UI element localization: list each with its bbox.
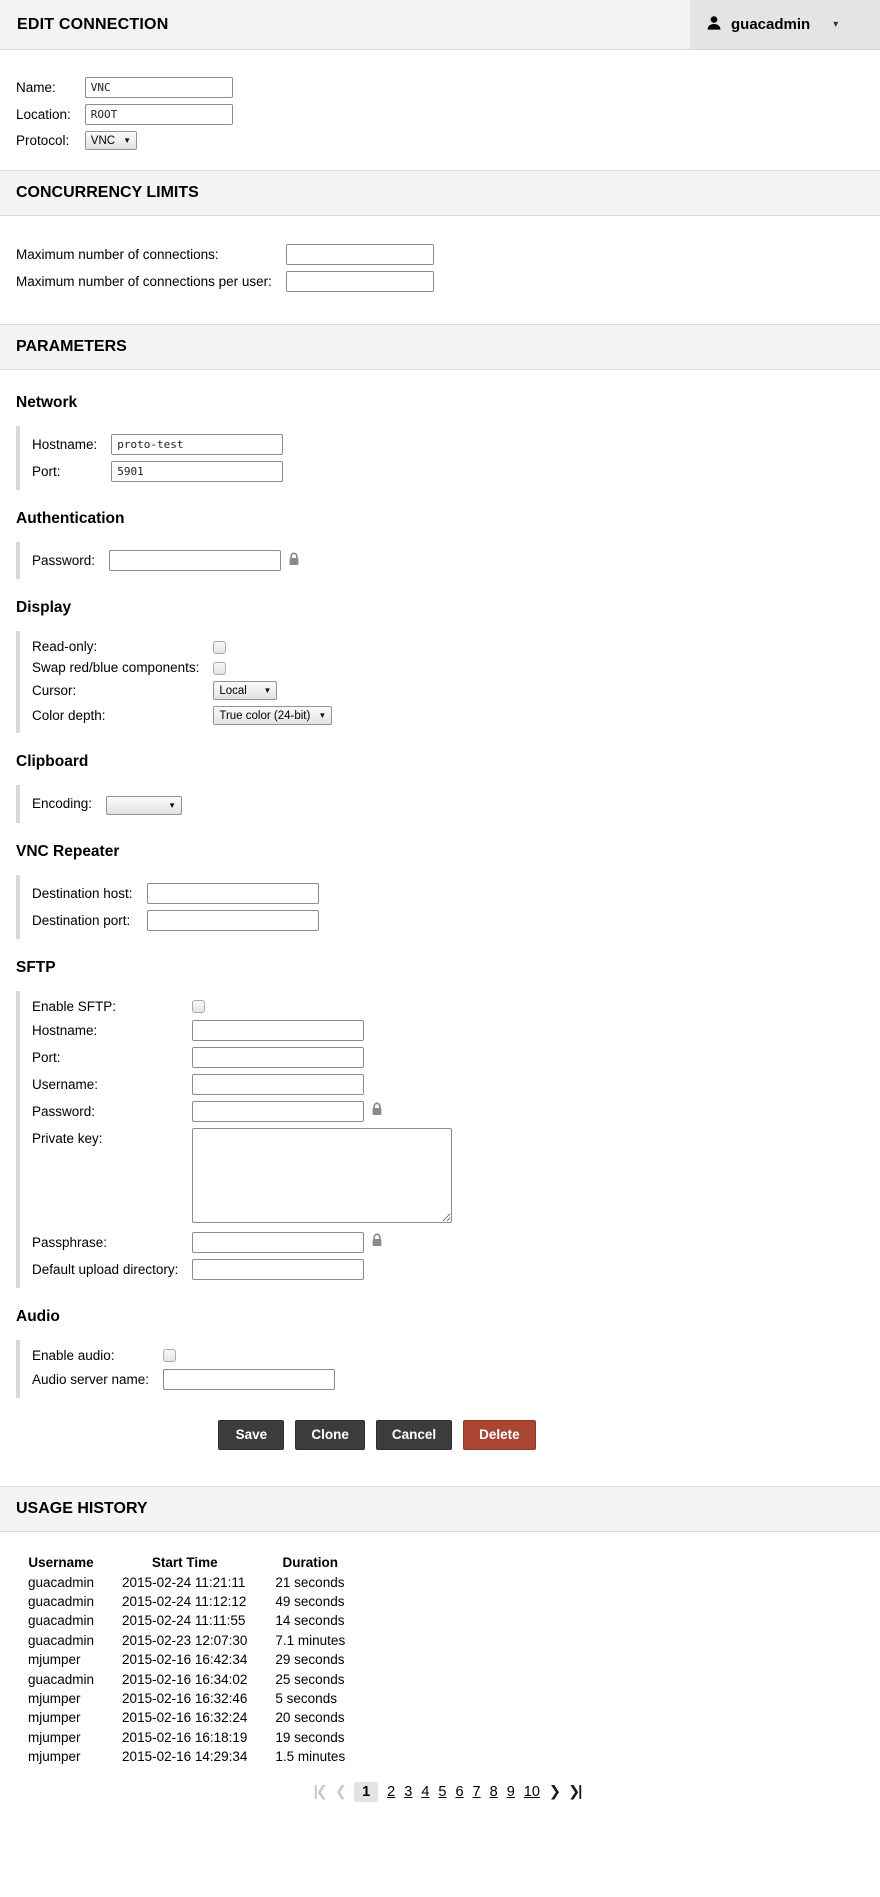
app-header: [0, 0, 880, 50]
dest-port-label: Destination port:: [32, 912, 131, 928]
usage-history-table: [14, 1552, 359, 1767]
connection-attributes: [0, 50, 880, 170]
max-connections-input[interactable]: [286, 244, 434, 265]
name-label: Name:: [16, 80, 56, 95]
field-upload-directory: [32, 1259, 452, 1280]
max-per-user-label: Maximum number of connections per user:: [16, 274, 272, 289]
page-title: EDIT CONNECTION: [17, 15, 169, 33]
sftp-username-label: Username:: [32, 1076, 99, 1092]
table-row: [14, 1747, 359, 1766]
clipboard-fieldgroup: [16, 785, 864, 823]
first-page-icon[interactable]: |❮: [313, 1784, 326, 1801]
color-depth-select-value: True color (24-bit): [219, 709, 311, 722]
table-row: [14, 1728, 359, 1747]
concurrency-section: [0, 216, 880, 324]
vnc-hostname-label: Hostname:: [32, 437, 98, 452]
clone-button[interactable]: Clone: [295, 1420, 365, 1450]
field-private-key: [32, 1128, 452, 1226]
lock-icon: [371, 1104, 383, 1119]
sftp-heading: SFTP: [16, 958, 56, 976]
field-max-connections-per-user: [16, 271, 434, 292]
page-button[interactable]: 6: [455, 1784, 464, 1801]
vnc-repeater-fieldgroup: [16, 875, 864, 939]
authentication-heading: Authentication: [16, 510, 125, 527]
enable-audio-checkbox[interactable]: [163, 1349, 176, 1362]
history-header-row: [14, 1552, 359, 1573]
vnc-port-label: Port:: [32, 464, 61, 479]
history-duration: 49 seconds: [275, 1594, 345, 1610]
table-row: [14, 1631, 359, 1650]
page-button[interactable]: 4: [421, 1784, 430, 1801]
protocol-select[interactable]: [85, 131, 137, 150]
field-enable-audio: [32, 1348, 335, 1363]
upload-directory-input[interactable]: [192, 1259, 364, 1280]
field-cursor: [32, 681, 332, 700]
max-connections-per-user-input[interactable]: [286, 271, 434, 292]
pagination: [14, 1782, 880, 1802]
previous-page-icon[interactable]: ❮: [334, 1784, 346, 1801]
audio-server-label: Audio server name:: [32, 1371, 150, 1387]
history-start-time: 2015-02-16 16:18:19: [122, 1729, 248, 1745]
field-vnc-hostname: [32, 434, 283, 455]
authentication-fieldgroup: [16, 542, 864, 579]
clipboard-heading: Clipboard: [16, 753, 89, 770]
column-start-time: Start Time: [151, 1554, 218, 1570]
network-fieldgroup: [16, 426, 864, 490]
dest-port-input[interactable]: [147, 910, 319, 931]
history-duration: 19 seconds: [275, 1729, 345, 1745]
history-start-time: 2015-02-24 11:11:55: [122, 1613, 246, 1629]
history-start-time: 2015-02-24 11:21:11: [122, 1574, 246, 1590]
dest-host-input[interactable]: [147, 883, 319, 904]
parameters-section: [0, 370, 880, 1486]
history-username: guacadmin: [28, 1594, 95, 1610]
history-start-time: 2015-02-23 12:07:30: [122, 1632, 248, 1648]
encoding-label: Encoding:: [32, 796, 93, 812]
location-label: Location:: [16, 107, 71, 122]
upload-directory-label: Default upload directory:: [32, 1261, 179, 1277]
table-row: [14, 1650, 359, 1669]
swap-red-blue-label: Swap red/blue components:: [32, 660, 200, 675]
column-duration: Duration: [282, 1554, 339, 1570]
protocol-select-value: VNC: [90, 134, 116, 147]
private-key-label: Private key:: [32, 1130, 103, 1146]
cursor-select-value: Local: [219, 684, 247, 697]
page-button[interactable]: 3: [404, 1784, 413, 1801]
delete-button[interactable]: Delete: [463, 1420, 536, 1450]
chevron-down-icon: ▼: [318, 711, 327, 720]
action-buttons: [16, 1420, 738, 1450]
save-button[interactable]: Save: [218, 1420, 284, 1450]
vnc-port-input[interactable]: [111, 461, 283, 482]
sftp-hostname-label: Hostname:: [32, 1022, 98, 1038]
table-row: [14, 1689, 359, 1708]
history-start-time: 2015-02-16 16:34:02: [122, 1671, 248, 1687]
vnc-password-label: Password:: [32, 553, 96, 568]
history-username: mjumper: [28, 1652, 81, 1668]
page-button[interactable]: 2: [387, 1784, 396, 1801]
history-username: guacadmin: [28, 1671, 95, 1687]
concurrency-section-header: CONCURRENCY LIMITS: [0, 170, 880, 216]
sftp-hostname-input[interactable]: [192, 1020, 364, 1041]
history-username: mjumper: [28, 1690, 81, 1706]
history-username: guacadmin: [28, 1613, 95, 1629]
user-menu-button[interactable]: [690, 0, 880, 49]
usage-history-section: [0, 1532, 880, 1803]
field-vnc-password: [32, 550, 300, 571]
enable-audio-label: Enable audio:: [32, 1347, 115, 1363]
page-button[interactable]: 10: [523, 1784, 540, 1801]
field-color-depth: [32, 706, 332, 725]
history-duration: 14 seconds: [275, 1613, 345, 1629]
color-depth-label: Color depth:: [32, 708, 106, 723]
passphrase-input[interactable]: [192, 1232, 364, 1253]
network-heading: Network: [16, 394, 78, 411]
readonly-checkbox[interactable]: [213, 641, 226, 654]
page-button-current[interactable]: 1: [354, 1782, 378, 1802]
chevron-down-icon: ▼: [123, 136, 131, 145]
field-dest-port: [32, 910, 319, 931]
audio-fieldgroup: [16, 1340, 864, 1398]
last-page-icon[interactable]: ❯|: [568, 1784, 581, 1801]
field-protocol: [16, 131, 233, 150]
name-input[interactable]: [85, 77, 233, 98]
field-readonly: [32, 639, 332, 654]
private-key-textarea[interactable]: [192, 1128, 452, 1223]
page-button[interactable]: 8: [489, 1784, 498, 1801]
table-row: [14, 1708, 359, 1727]
sftp-password-input[interactable]: [192, 1101, 364, 1122]
field-enable-sftp: [32, 999, 452, 1014]
chevron-down-icon: ▼: [168, 800, 177, 810]
lock-icon: [288, 554, 300, 569]
table-row: [14, 1669, 359, 1688]
history-start-time: 2015-02-16 16:32:46: [122, 1690, 248, 1706]
field-sftp-password: [32, 1101, 452, 1122]
page-button[interactable]: 5: [438, 1784, 447, 1801]
field-location: [16, 104, 233, 125]
vnc-hostname-input[interactable]: [111, 434, 283, 455]
history-duration: 21 seconds: [275, 1574, 345, 1590]
field-sftp-hostname: [32, 1020, 452, 1041]
color-depth-select[interactable]: [213, 706, 332, 725]
sftp-username-input[interactable]: [192, 1074, 364, 1095]
swap-red-blue-checkbox[interactable]: [213, 662, 226, 675]
chevron-down-icon: ▾: [833, 19, 839, 30]
field-encoding: [32, 793, 182, 815]
field-sftp-username: [32, 1074, 452, 1095]
sftp-port-input[interactable]: [192, 1047, 364, 1068]
page-button[interactable]: 9: [506, 1784, 515, 1801]
history-username: mjumper: [28, 1749, 81, 1765]
next-page-icon[interactable]: ❯: [548, 1784, 560, 1801]
history-start-time: 2015-02-16 16:42:34: [122, 1652, 248, 1668]
location-input[interactable]: [85, 104, 233, 125]
sftp-fieldgroup: [16, 991, 864, 1288]
field-name: [16, 77, 233, 98]
history-duration: 1.5 minutes: [275, 1749, 346, 1765]
history-start-time: 2015-02-24 11:12:12: [122, 1594, 247, 1610]
history-start-time: 2015-02-16 16:32:24: [122, 1710, 248, 1726]
display-heading: Display: [16, 599, 72, 616]
protocol-label: Protocol:: [16, 133, 70, 148]
enable-sftp-label: Enable SFTP:: [32, 998, 117, 1014]
history-username: guacadmin: [28, 1632, 95, 1648]
field-vnc-port: [32, 461, 283, 482]
history-username: guacadmin: [28, 1574, 95, 1590]
history-duration: 25 seconds: [275, 1671, 345, 1687]
passphrase-label: Passphrase:: [32, 1234, 108, 1250]
user-icon: [706, 15, 722, 34]
table-row: [14, 1611, 359, 1630]
history-username: mjumper: [28, 1729, 81, 1745]
history-duration: 20 seconds: [275, 1710, 345, 1726]
audio-server-input[interactable]: [163, 1369, 335, 1390]
field-passphrase: [32, 1232, 452, 1253]
history-start-time: 2015-02-16 14:29:34: [122, 1749, 248, 1765]
history-duration: 29 seconds: [275, 1652, 345, 1668]
encoding-select[interactable]: [106, 796, 182, 815]
audio-heading: Audio: [16, 1307, 60, 1325]
cursor-select[interactable]: [213, 681, 277, 700]
cancel-button[interactable]: Cancel: [376, 1420, 452, 1450]
readonly-label: Read-only:: [32, 639, 98, 654]
page-button[interactable]: 7: [472, 1784, 481, 1801]
field-max-connections: [16, 244, 434, 265]
sftp-port-label: Port:: [32, 1049, 61, 1065]
sftp-password-label: Password:: [32, 1103, 96, 1119]
vnc-password-input[interactable]: [109, 550, 281, 571]
vnc-repeater-heading: VNC Repeater: [16, 842, 120, 860]
column-username: Username: [28, 1554, 94, 1570]
field-dest-host: [32, 883, 319, 904]
history-duration: 5 seconds: [275, 1690, 337, 1706]
field-swap-red-blue: [32, 660, 332, 675]
table-row: [14, 1592, 359, 1611]
username-label: guacadmin: [731, 16, 811, 33]
table-row: [14, 1573, 359, 1592]
history-duration: 7.1 minutes: [275, 1632, 346, 1648]
display-fieldgroup: [16, 631, 864, 733]
field-sftp-port: [32, 1047, 452, 1068]
cursor-label: Cursor:: [32, 683, 77, 698]
enable-sftp-checkbox[interactable]: [192, 1000, 205, 1013]
history-username: mjumper: [28, 1710, 81, 1726]
parameters-section-header: PARAMETERS: [0, 324, 880, 370]
dest-host-label: Destination host:: [32, 885, 133, 901]
lock-icon: [371, 1235, 383, 1250]
chevron-down-icon: ▼: [263, 686, 272, 695]
max-connections-label: Maximum number of connections:: [16, 247, 219, 262]
field-audio-server: [32, 1369, 335, 1390]
usage-history-section-header: USAGE HISTORY: [0, 1486, 880, 1532]
